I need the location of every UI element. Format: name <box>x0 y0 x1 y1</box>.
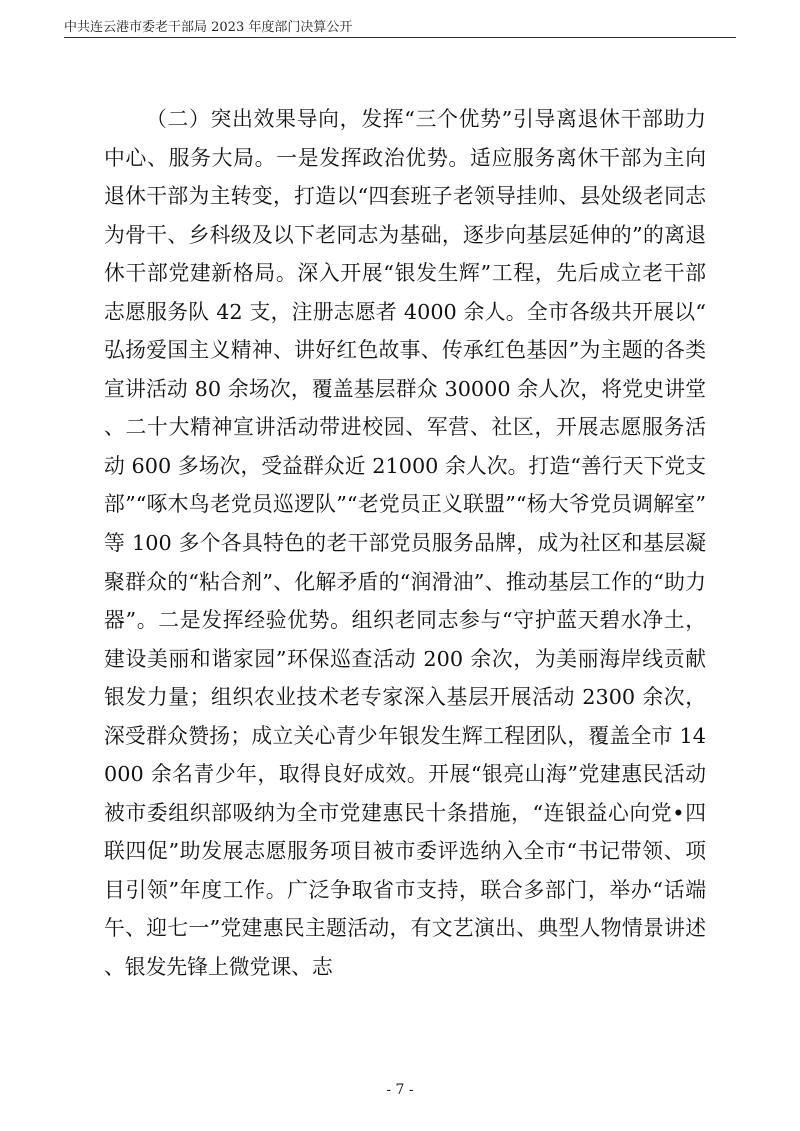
body-paragraph: （二）突出效果导向，发挥“三个优势”引导离退休干部助力中心、服务大局。一是发挥政治优势。适应服务离休干部为主向退休干部为主转变，打造以“四套班子老领导挂帅、县处级老同志为骨干、乡科级及以下老同志为基础，逐步向基层延伸的”的离退休干部党建新格局。深入开展“银发生辉”工程，先后成立老干部志愿服务队 42 支，注册志愿者 4000 余人。全市各级共开展以“弘扬爱国主义精神、讲好红色故事、传承红色基因”为主题的各类宣讲活动 80 余场次，覆盖基层群众 30000 余人次，将党史讲堂、二十大精神宣讲活动带进校园、军营、社区，开展志愿服务活动 600 多场次，受益群众近 21000 余人次。打造“善行天下党支部”“啄木鸟老党员巡逻队”“老党员正义联盟”“杨大爷党员调解室”等 100 多个各具特色的老干部党员服务品牌，成为社区和基层凝聚群众的“粘合剂”、化解矛盾的“润滑油”、推动基层工作的“助力器”。二是发挥经验优势。组织老同志参与“守护蓝天碧水净土，建设美丽和谐家园”环保巡查活动 200 余次，为美丽海岸线贡献银发力量；组织农业技术老专家深入基层开展活动 2300 余次，深受群众赞扬；成立关心青少年银发生辉工程团队，覆盖全市 14000 余名青少年，取得良好成效。开展“银亮山海”党建惠民活动被市委组织部吸纳为全市党建惠民十条措施，“连银益心向党•四联四促”助发展志愿服务项目被市委评选纳入全市“书记带领、项目引领”年度工作。广泛争取省市支持，联合多部门，举办“话端午、迎七一”党建惠民主题活动，有文艺演出、典型人物情景讲述、银发先锋上微党课、志 <box>104 107 706 980</box>
page-number: - 7 - <box>386 1082 414 1098</box>
header-divider <box>64 37 736 38</box>
page-header-title: 中共连云港市委老干部局 2023 年度部门决算公开 <box>64 20 353 35</box>
